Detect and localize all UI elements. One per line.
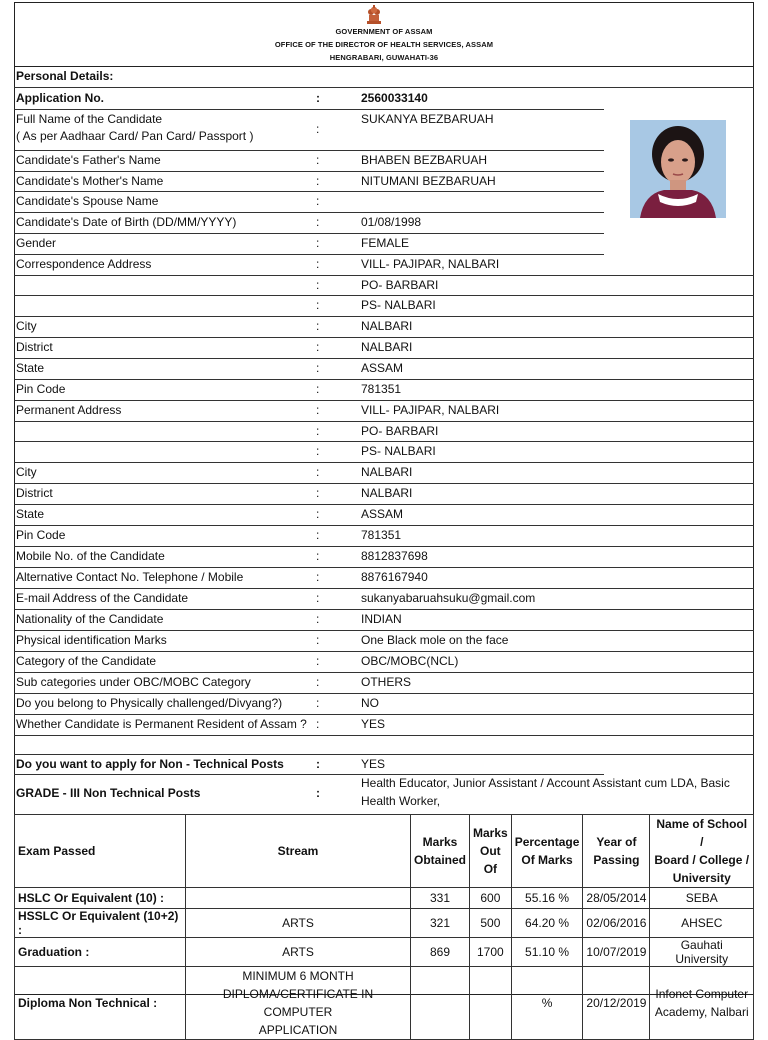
- field-value: NALBARI: [361, 465, 413, 479]
- field-colon: :: [316, 278, 320, 292]
- field-value: NITUMANI BEZBARUAH: [361, 174, 496, 188]
- field-colon: :: [316, 654, 320, 668]
- field-value: sukanyabaruahsuku@gmail.com: [361, 591, 536, 605]
- field-label: Nationality of the Candidate: [16, 612, 164, 626]
- table-cell-exam: HSSLC Or Equivalent (10+2) :: [15, 909, 186, 938]
- field-colon: :: [316, 444, 320, 458]
- table-cell-year: 02/06/2016: [583, 909, 650, 938]
- table-cell-obtained: 869: [411, 938, 470, 967]
- field-colon: :: [316, 153, 320, 167]
- field-value: VILL- PAJIPAR, NALBARI: [361, 257, 500, 271]
- field-value: NALBARI: [361, 319, 413, 333]
- field-label: State: [16, 361, 45, 375]
- exam-table-header: [15, 815, 754, 888]
- header-government: GOVERNMENT OF ASSAM: [335, 27, 433, 36]
- field-value: NALBARI: [361, 486, 413, 500]
- field-colon: :: [316, 486, 320, 500]
- table-cell-stream: ARTS: [186, 938, 411, 967]
- candidate-photo: [630, 120, 726, 218]
- field-colon: :: [316, 174, 320, 188]
- table-cell-school: SEBA: [650, 888, 754, 909]
- field-colon: :: [316, 236, 320, 250]
- table-cell-school: AHSEC: [650, 909, 754, 938]
- field-value: PO- BARBARI: [361, 424, 439, 438]
- field-value: PS- NALBARI: [361, 298, 436, 312]
- table-cell-percent: 64.20 %: [511, 909, 583, 938]
- field-colon: :: [316, 549, 320, 563]
- exam-table: [14, 814, 754, 1040]
- field-value: PS- NALBARI: [361, 444, 436, 458]
- field-colon: :: [316, 591, 320, 605]
- divider: [14, 233, 604, 234]
- field-label: Gender: [16, 236, 57, 250]
- table-cell-stream: [186, 888, 411, 909]
- field-label: Full Name of the Candidate: [16, 112, 163, 126]
- field-value: ASSAM: [361, 361, 404, 375]
- field-colon: :: [316, 507, 320, 521]
- field-colon: :: [316, 361, 320, 375]
- field-label: Candidate's Spouse Name: [16, 194, 159, 208]
- table-cell-stream: ARTS: [186, 909, 411, 938]
- field-value: PO- BARBARI: [361, 278, 439, 292]
- field-value: One Black mole on the face: [361, 633, 509, 647]
- field-colon: :: [316, 382, 320, 396]
- field-colon: :: [316, 528, 320, 542]
- field-value: OTHERS: [361, 675, 412, 689]
- table-cell-year: 28/05/2014: [583, 888, 650, 909]
- field-value: 8812837698: [361, 549, 428, 563]
- field-label: Candidate's Date of Birth (DD/MM/YYYY): [16, 215, 237, 229]
- field-value: BHABEN BEZBARUAH: [361, 153, 488, 167]
- field-label: Whether Candidate is Permanent Resident of Assam ?: [16, 717, 307, 731]
- table-cell-exam: HSLC Or Equivalent (10) :: [15, 888, 186, 909]
- field-label: Do you belong to Physically challenged/Divyang?): [16, 696, 283, 710]
- field-label: Category of the Candidate: [16, 654, 157, 668]
- header-exam: Exam Passed: [15, 815, 186, 888]
- field-value: NALBARI: [361, 340, 413, 354]
- field-colon: :: [316, 340, 320, 354]
- table-cell-obtained: 321: [411, 909, 470, 938]
- header-marks-obtained: Marks Obtained: [411, 815, 470, 888]
- field-label: Correspondence Address: [16, 257, 152, 271]
- field-colon: :: [316, 319, 320, 333]
- field-colon: :: [316, 612, 320, 626]
- table-cell-percent: 51.10 %: [511, 938, 583, 967]
- field-value: 781351: [361, 382, 402, 396]
- field-label: Physical identification Marks: [16, 633, 167, 647]
- table-row: [15, 909, 754, 938]
- header-school: Name of School / Board / College / University: [650, 815, 754, 888]
- field-colon: :: [316, 465, 320, 479]
- table-cell-outof: 500: [470, 909, 512, 938]
- field-value: YES: [361, 717, 386, 731]
- divider: [14, 994, 15, 1022]
- field-colon: :: [316, 717, 320, 731]
- field-value: 2560033140: [361, 91, 428, 105]
- field-label: State: [16, 507, 45, 521]
- table-cell-exam: Graduation :: [15, 938, 186, 967]
- field-label: Application No.: [16, 91, 104, 105]
- field-colon: :: [316, 91, 320, 105]
- field-label: Mobile No. of the Candidate: [16, 549, 165, 563]
- table-row: [15, 888, 754, 909]
- field-label: Candidate's Father's Name: [16, 153, 161, 167]
- field-label: Pin Code: [16, 382, 66, 396]
- field-label: E-mail Address of the Candidate: [16, 591, 189, 605]
- national-emblem-icon: [362, 4, 386, 26]
- field-value: 8876167940: [361, 570, 428, 584]
- table-cell-school: Gauhati University: [650, 938, 754, 967]
- table-cell-year: 10/07/2019: [583, 938, 650, 967]
- header-percentage: Percentage Of Marks: [511, 815, 583, 888]
- field-colon: :: [316, 570, 320, 584]
- header-office: OFFICE OF THE DIRECTOR OF HEALTH SERVICES, ASSAM: [274, 40, 494, 49]
- field-label: Sub categories under OBC/MOBC Category: [16, 675, 251, 689]
- field-label: City: [16, 465, 37, 479]
- field-colon: :: [316, 122, 320, 136]
- header-marks-out-of: Marks Out Of: [470, 815, 512, 888]
- table-row: [15, 938, 754, 967]
- field-colon: :: [316, 194, 320, 208]
- field-value: SUKANYA BEZBARUAH: [361, 112, 494, 126]
- field-colon: :: [316, 257, 320, 271]
- field-label: City: [16, 319, 37, 333]
- header-stream: Stream: [186, 815, 411, 888]
- field-colon: :: [316, 696, 320, 710]
- field-label: Alternative Contact No. Telephone / Mobile: [16, 570, 244, 584]
- table-row-diploma: Diploma Non Technical : MINIMUM 6 MONTH DIPLOMA/CERTIFICATE IN COMPUTER APPLICATION % 20/12/2019 Infonet Computer Academy, Nalbari: [15, 967, 754, 1040]
- field-label: Permanent Address: [16, 403, 122, 417]
- divider: [14, 735, 754, 736]
- field-colon: :: [316, 633, 320, 647]
- field-colon: :: [316, 424, 320, 438]
- field-label: Pin Code: [16, 528, 66, 542]
- field-label: District: [16, 340, 53, 354]
- field-value: OBC/MOBC(NCL): [361, 654, 459, 668]
- field-value: 01/08/1998: [361, 215, 422, 229]
- table-cell-percent: 55.16 %: [511, 888, 583, 909]
- field-label: District: [16, 486, 53, 500]
- field-value: 781351: [361, 528, 402, 542]
- application-form: GOVERNMENT OF ASSAM OFFICE OF THE DIRECTOR OF HEALTH SERVICES, ASSAM HENGRABARI, GUWAHATI-36 Personal Details: Application No. : 2560033140 Full Name of the Candidate : SUKANYA BEZBARUAH ( As per Aadhaar Card/ Pan Card/ Passport ) Candidate's Father's Name : BHABEN BEZBARUAH Candidate's Mother's Name : NITUMANI BEZBARUAH Candidate's Spouse Name : Candidate's Date of Birth (DD/MM/YYYY) : 01/08/1998 Gender : FEMALE Correspondence Address : VILL- PAJIPAR, NALBARI : PO- BARBARI : PS- NALBARI City : NALBARI District : NALBARI State : ASSAM Pin Code : 781351 Permanent Address : VILL- PAJIPAR, NALBARI : PO- BARBARI : PS- NALBARI City : NALBARI District : NALBARI State : ASSAM Pin Code : 781351 Mobile No. of the Candidate : 8812837698 Alternative Contact No. Telephone / Mobile : 8876167940 E-mail Address of the Candidate : sukanyabaruahsuku@gmail.com Nationality of the Candidate : INDIAN Physical identification Marks : One Black mole on the face Category of the Candidate : OBC/MOBC(NCL) Sub categories under OBC/MOBC Category : OTHERS Do you belong to Physically challenged/Divyang?) : NO Whether Candidate is Permanent Resident of Assam ? : YES Do you want to apply for Non - Technical Posts : YES GRADE - III Non Technical Posts : Health Educator, Junior Assistant / Account Assistant cum LDA, Basic Health Worker, Exam Passed Stream Marks Obtained Marks Out Of Percentage Of Marks Year of Passing Name of School / Board / College / University HSLC Or Equivalent (10) : 331 600 55.16 % 28/05/2014 SEBA HSSLC Or Equivalent (10+2) : ARTS 321 500 64.20 % 02/06/2016 AHSEC Graduation : ARTS 869 1700 51.10 % 10/07/2019 Gauhati University Diploma Non Technical : MINIMUM 6 MONTH DIPLOMA/CERTIFICATE IN COMPUTER APPLICATION % 20/12/2019 Infonet Computer Academy, Nalbari: [14, 2, 754, 1020]
- header-address: HENGRABARI, GUWAHATI-36: [329, 53, 439, 62]
- field-value: INDIAN: [361, 612, 402, 626]
- table-cell-obtained: 331: [411, 888, 470, 909]
- divider: [753, 994, 754, 1022]
- field-colon: :: [316, 403, 320, 417]
- field-value: FEMALE: [361, 236, 410, 250]
- field-label-note: ( As per Aadhaar Card/ Pan Card/ Passport ): [16, 129, 254, 143]
- field-value: NO: [361, 696, 379, 710]
- field-colon: :: [316, 675, 320, 689]
- field-colon: :: [316, 298, 320, 312]
- header-year: Year of Passing: [583, 815, 650, 888]
- table-cell-outof: 600: [470, 888, 512, 909]
- table-cell-outof: 1700: [470, 938, 512, 967]
- field-colon: :: [316, 215, 320, 229]
- field-value: ASSAM: [361, 507, 404, 521]
- field-label: Candidate's Mother's Name: [16, 174, 164, 188]
- field-value: VILL- PAJIPAR, NALBARI: [361, 403, 500, 417]
